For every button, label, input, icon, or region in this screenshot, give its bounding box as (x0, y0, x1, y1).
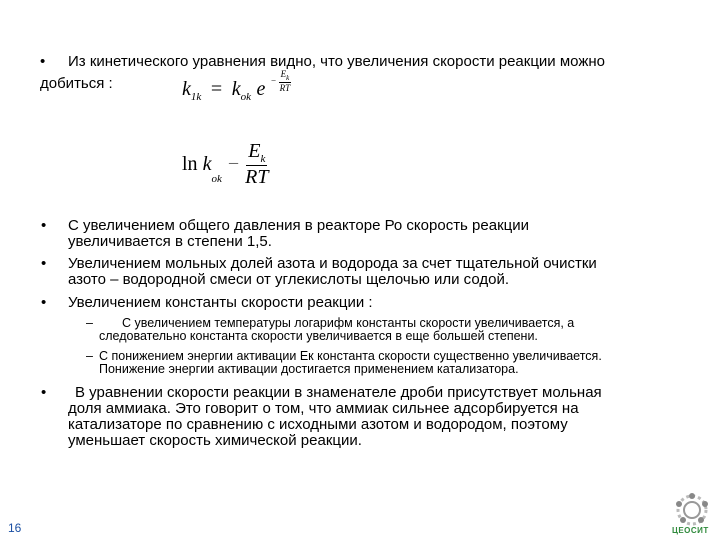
exponent: − $\frac{E_k}{RT}$ (270, 68, 291, 93)
sub-item-marker: – (86, 316, 93, 330)
formula-ln-rate-constant: ln k $_{ok}$ − $\frac{E_k}{RT}$ (182, 140, 269, 188)
bullet-2-line-2: азото – водородной смеси от углекислоты щелочью или содой. (68, 271, 509, 288)
intro-bullet: • (40, 53, 46, 70)
bullet-2-line-1: Увеличением мольных долей азота и водорода за счет тщательной очистки (68, 255, 597, 272)
last-bullet-line-3: катализаторе по сравнению с исходными азотом и водородом, поэтому (68, 416, 568, 433)
sub-item-1-line-1: С увеличением температуры логарифм константы скорости увеличивается, а (122, 316, 575, 330)
bullet-marker: • (41, 217, 47, 234)
bullet-marker: • (41, 255, 47, 272)
last-bullet-line-4: уменьшает скорость химической реакции. (68, 432, 362, 449)
logo-text: ЦЕОСИТ (672, 526, 709, 535)
bullet-3-line-1: Увеличением константы скорости реакции : (68, 294, 373, 311)
bullet-1-line-2: увеличивается в степени 1,5. (68, 233, 272, 250)
intro-line-1: Из кинетического уравнения видно, что увеличения скорости реакции можно (68, 53, 605, 70)
intro-line-2: добиться : (40, 75, 113, 92)
company-logo (668, 490, 716, 538)
sub-item-1-line-2: следовательно константа скорости увеличивается в еще большей степени. (99, 329, 538, 343)
sub-item-marker: – (86, 349, 93, 363)
sub-item-2-line-1: С понижением энергии активации Ек константа скорости существенно увеличивается. (99, 349, 602, 363)
last-bullet-line-2: доля аммиака. Это говорит о том, что аммиак сильнее адсорбируется на (68, 400, 579, 417)
formula-rate-constant: $k_{1k} = k_{ok}$ e − $\frac{E_k}{RT}$ (182, 68, 291, 103)
bullet-marker: • (41, 384, 47, 401)
sub-item-2-line-2: Понижение энергии активации достигается применением катализатора. (99, 362, 519, 376)
page-number: 16 (8, 521, 22, 535)
bullet-1-line-1: С увеличением общего давления в реакторе Ро скорость реакции (68, 217, 529, 234)
last-bullet-line-1: В уравнении скорости реакции в знаменателе дроби присутствует мольная (75, 384, 602, 401)
bullet-marker: • (41, 294, 47, 311)
